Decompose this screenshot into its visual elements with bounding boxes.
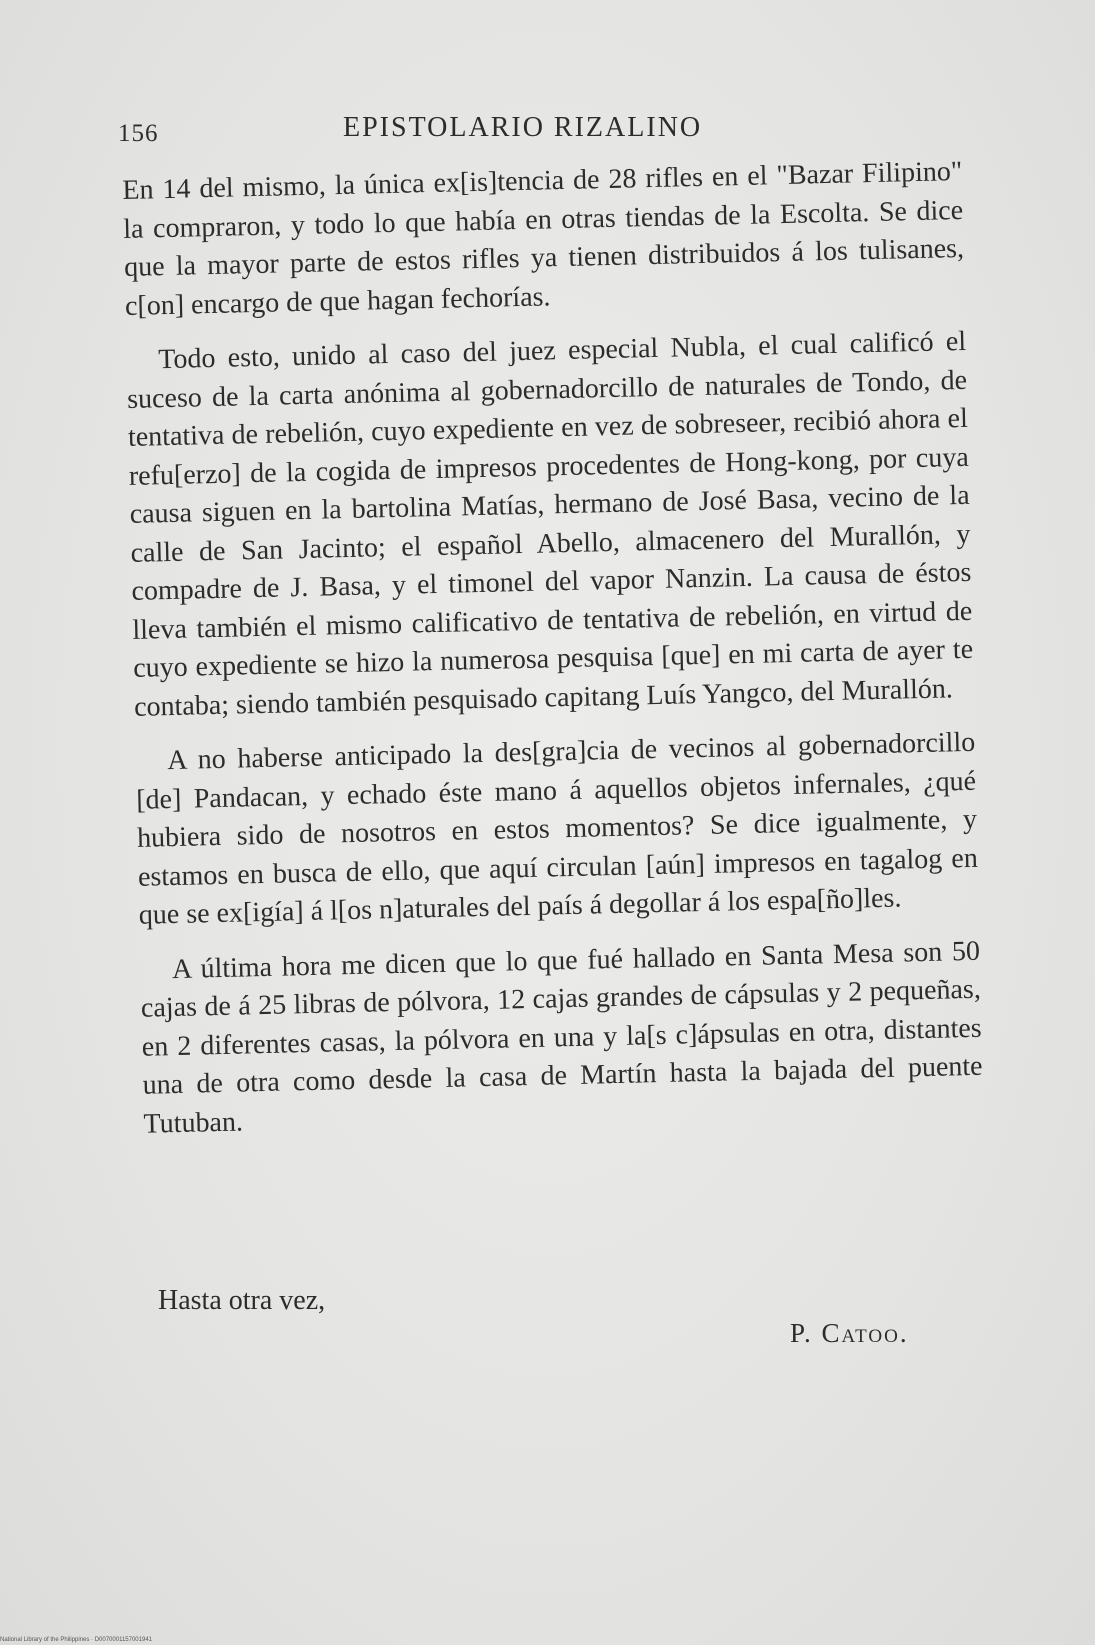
paragraph-4: A última hora me dicen que lo que fué hallado en Santa Mesa son 50 cajas de á 25 libras de pólvora, 12 cajas grandes de cápsulas y 2 pequeñas, en 2 diferentes casas, la pólvora en una y la[s c]ápsulas en otra, distantes una de otra como desde la casa de Martín hasta la bajada del puente Tutuban. [140,935,983,1140]
letter-body [122,153,984,1160]
signature: P. Catoo. [790,1318,909,1348]
running-head [118,112,968,152]
closing-salutation: Hasta otra vez, [158,1285,326,1316]
paragraph-2: Todo esto, unido al caso del juez especial Nubla, el cual calificó el suceso de la carta anónima al gobernadorcillo de naturales de Tondo, de tentativa de rebelión, cuyo expediente en vez de sobreseer, recibió ahora el refu[erzo] de la cogida de impresos procedentes de Hong-kong, por cuya causa siguen en la bartolina Matías, hermano de José Basa, vecino de la calle de San Jacinto; el español Abello, almacenero del Murallón, y compadre de J. Basa, y el timonel del vapor Nanzin. La causa de éstos lleva también el mismo calificativo de tentativa de rebelión, en virtud de cuyo expediente se hizo la numerosa pesquisa [que] en mi carta de ayer te contaba; siendo también pesquisado capitang Luís Yangco, del Murallón. [126,325,974,723]
page-number: 156 [118,120,159,147]
running-title: EPISTOLARIO RIZALINO [343,112,703,143]
paragraph-1: En 14 del mismo, la única ex[is]tencia de 28 rifles en el "Bazar Filipino" la compraron, y todo lo que había en otras tiendas de la Escolta. Se dice que la mayor parte de estos rifles ya tienen distribuidos á los tulisanes, c[on] encargo de que hagan fechorías. [122,155,965,322]
paragraph-3: A no haberse anticipado la des[gra]cia de vecinos al gobernadorcillo [de] Pandacan, y echado éste mano á aquellos objetos infernales, ¿qué hubiera sido de nosotros en estos momentos? Se dice igualmente, y estamos en busca de ello, que aquí circulan [aún] impresos en tagalog en que se ex[igía] á l[os n]aturales del país á degollar á los espa[ño]les. [135,726,979,931]
scan-footer: National Library of the Philippines · D0070001157001941 [0,1637,152,1643]
